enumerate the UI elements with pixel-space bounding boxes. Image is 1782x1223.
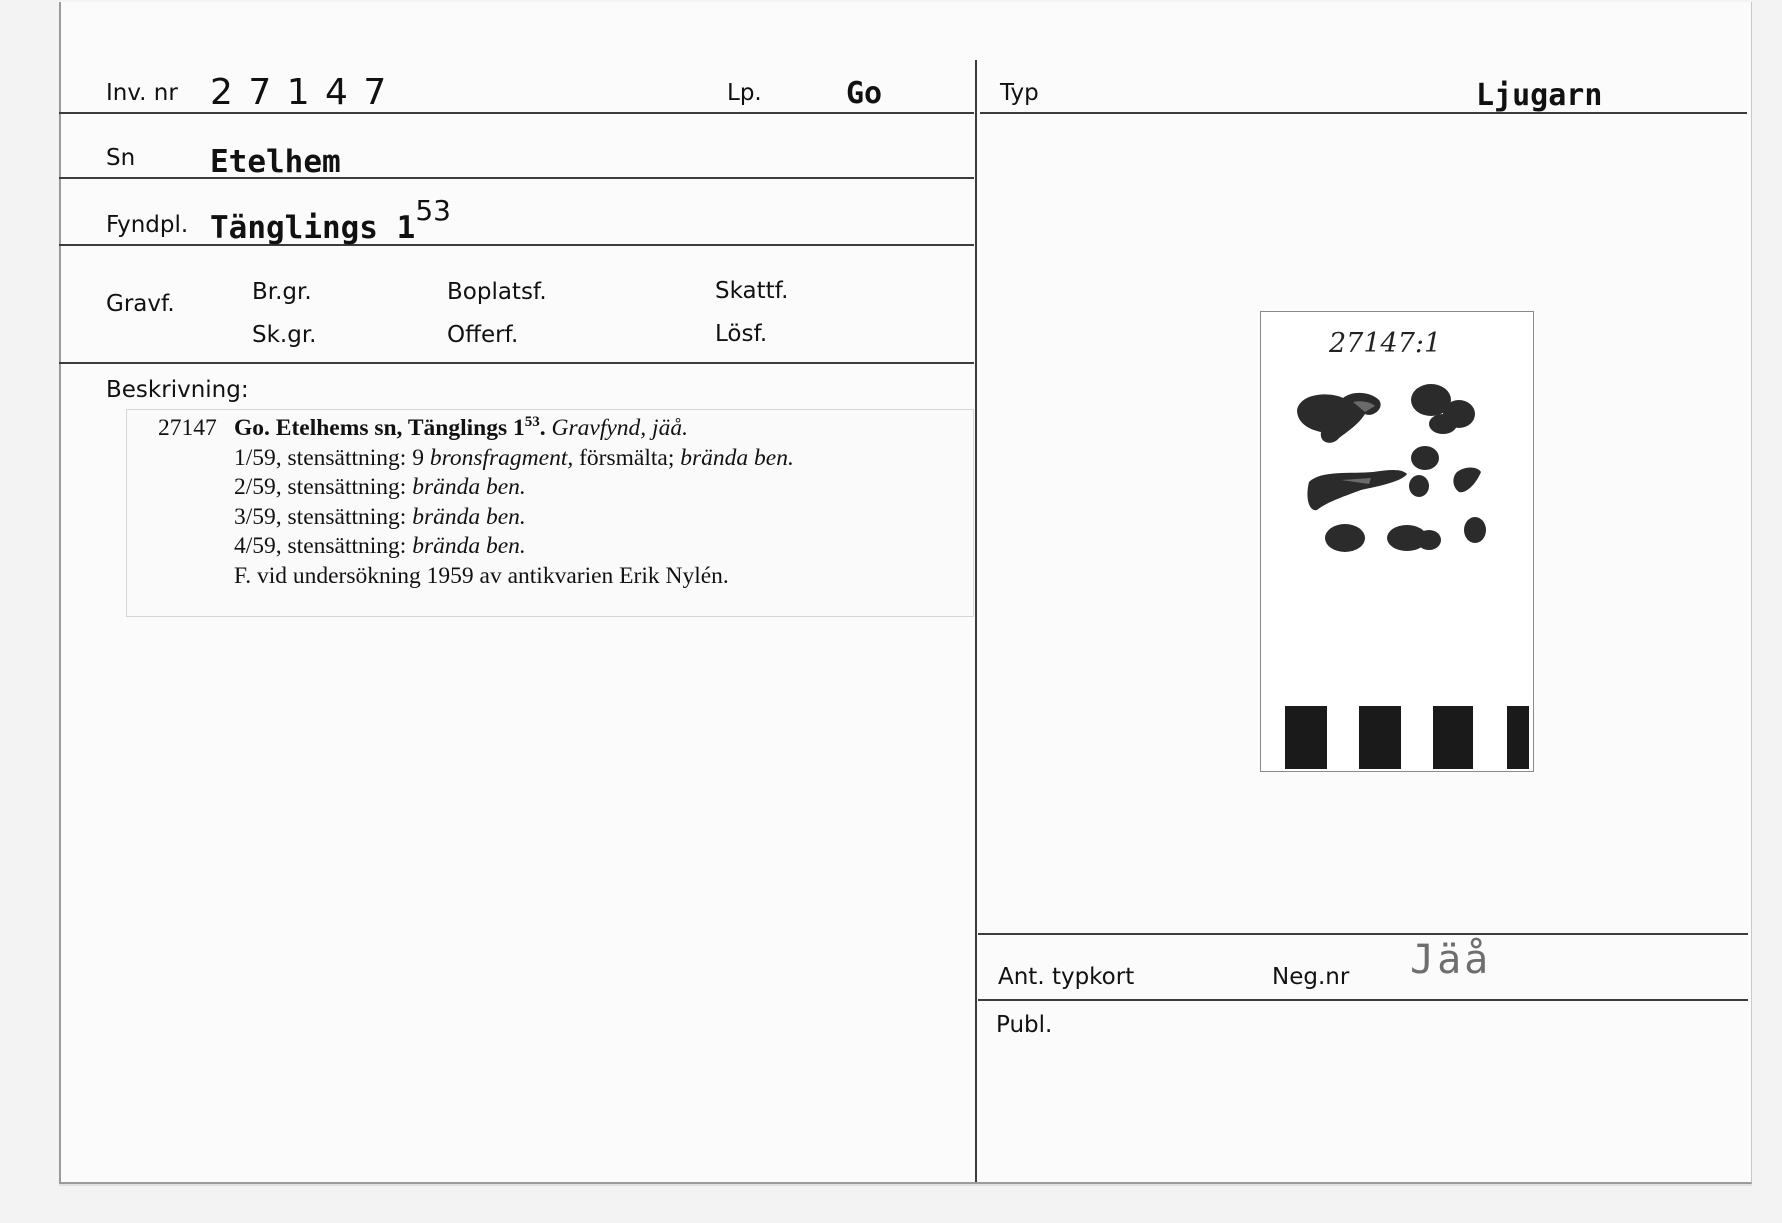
desc-line5-b: brända ben. xyxy=(412,533,526,559)
gravf-label: Gravf. xyxy=(106,291,175,317)
skgr-label: Sk.gr. xyxy=(252,322,317,348)
desc-line4-a: 3/59, stensättning: xyxy=(234,503,413,530)
center-divider xyxy=(975,60,977,1182)
typ-value: Ljugarn xyxy=(1476,78,1603,113)
desc-line5-a: 4/59, stensättning: xyxy=(234,533,413,559)
desc-line2-b: bronsfragment, xyxy=(429,444,574,471)
inv-nr-value: 2 7 1 4 7 xyxy=(210,72,389,113)
photo-handwritten-number: 27147:1 xyxy=(1329,328,1442,359)
brgr-label: Br.gr. xyxy=(252,279,312,305)
boplatsf-label: Boplatsf. xyxy=(447,279,547,305)
desc-line3-a: 2/59, stensättning: xyxy=(234,474,413,500)
beskrivning-label: Beskrivning: xyxy=(106,377,249,403)
object-photo xyxy=(1260,311,1534,772)
sn-value: Etelhem xyxy=(210,144,341,180)
sn-label: Sn xyxy=(106,145,136,171)
desc-line2-a: 1/59, stensättning: 9 xyxy=(234,444,430,471)
rule-ant-typkort xyxy=(978,933,1748,935)
rule-publ xyxy=(978,999,1748,1001)
fyndpl-superscript: 53 xyxy=(415,194,451,227)
fyndpl-value xyxy=(210,194,451,246)
ant-typkort-label: Ant. typkort xyxy=(998,964,1135,990)
rule-header xyxy=(59,112,974,114)
desc-line2-c: försmälta; xyxy=(573,444,681,471)
desc-heading-dot: . xyxy=(539,415,546,441)
inv-nr-label: Inv. nr xyxy=(106,80,178,106)
lp-label: Lp. xyxy=(727,80,762,106)
negnr-label: Neg.nr xyxy=(1272,964,1350,990)
desc-line4-b: brända ben. xyxy=(412,503,526,530)
desc-heading-sup: 53 xyxy=(524,414,540,430)
desc-line2-d: brända ben. xyxy=(680,444,794,471)
rule-fyndpl xyxy=(59,244,974,246)
desc-heading-italic: Gravfynd, jäå. xyxy=(551,415,688,441)
scale-bar xyxy=(1285,706,1529,769)
fyndpl-text: Tänglings 1 xyxy=(210,210,416,246)
negnr-stamp: Jäå xyxy=(1410,937,1492,983)
lp-value: Go xyxy=(846,76,883,111)
typ-label: Typ xyxy=(1000,80,1039,106)
losf-label: Lösf. xyxy=(715,321,768,347)
rule-typ xyxy=(980,112,1747,114)
desc-line3-b: brända ben. xyxy=(412,474,526,500)
desc-line6: F. vid undersökning 1959 av antikvarien Erik Nylén. xyxy=(234,562,729,589)
skattf-label: Skattf. xyxy=(715,278,789,304)
rule-sn xyxy=(59,177,974,179)
bronze-fragments-image xyxy=(1261,362,1533,612)
rule-categories xyxy=(59,362,974,364)
offerf-label: Offerf. xyxy=(447,322,519,348)
fyndpl-label: Fyndpl. xyxy=(106,212,189,238)
desc-number: 27147 xyxy=(158,415,217,441)
desc-heading: Go. Etelhems sn, Tänglings 1 xyxy=(234,415,525,441)
publ-label: Publ. xyxy=(996,1012,1053,1038)
